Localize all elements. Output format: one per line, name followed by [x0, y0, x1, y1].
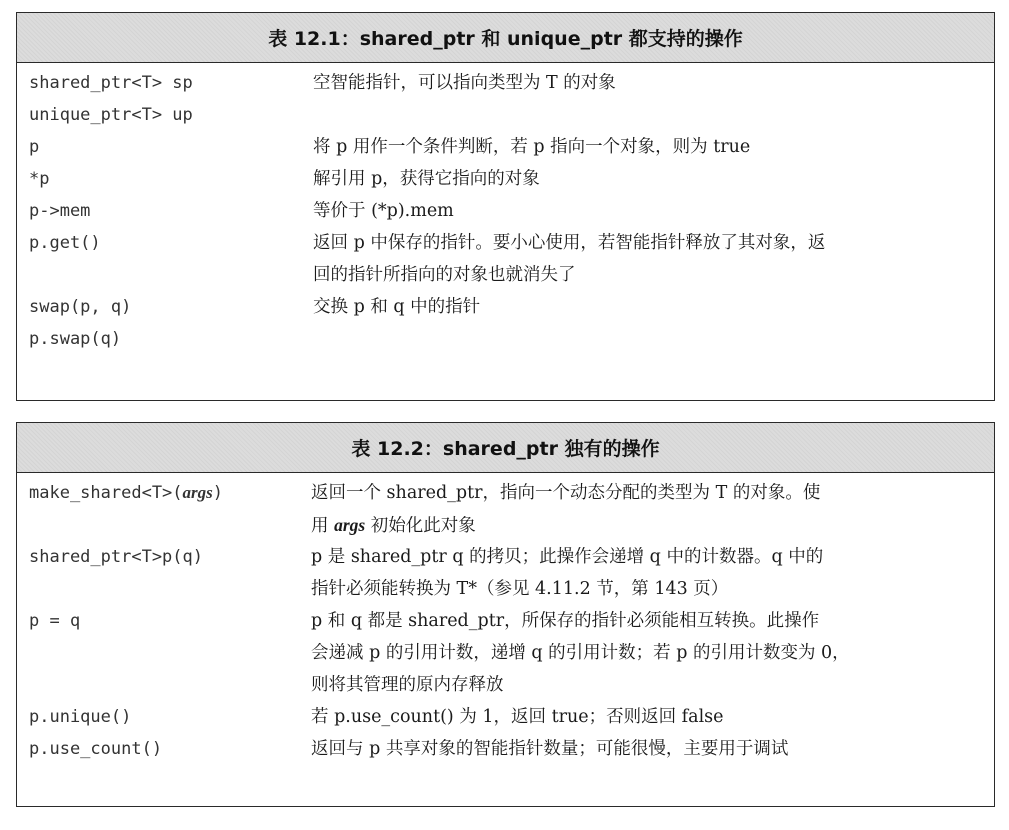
- table-row: [17, 701, 994, 733]
- table-row: [17, 163, 994, 195]
- operation-code: shared_ptr<T> sp: [29, 73, 193, 93]
- operation-description: p 是 shared_ptr q 的拷贝；此操作会递增 q 中的计数器。q 中的: [311, 547, 824, 567]
- table-title: 表 12.2：shared_ptr 独有的操作: [17, 423, 994, 473]
- operation-description: 指针必须能转换为 T*（参见 4.11.2 节，第 143 页）: [311, 579, 729, 599]
- operation-code: p.use_count(): [29, 739, 163, 759]
- operation-code: swap(p, q): [29, 297, 132, 317]
- operation-code: p->mem: [29, 201, 91, 221]
- table-row: [17, 291, 994, 355]
- desc-prefix: 用: [311, 516, 335, 536]
- table-12-1: [16, 12, 995, 401]
- operation-description: 交换 p 和 q 中的指针: [313, 297, 481, 317]
- operation-code: p: [29, 137, 40, 157]
- operation-code: p.unique(): [29, 707, 132, 727]
- table-row: [17, 733, 994, 765]
- operation-code: shared_ptr<T>p(q): [29, 547, 203, 567]
- operation-code: *p: [29, 169, 50, 189]
- table-row: [17, 67, 994, 131]
- code-arg: args: [182, 483, 213, 502]
- operation-description: 返回 p 中保存的指针。要小心使用，若智能指针释放了其对象，返: [313, 233, 826, 253]
- code-suffix: ): [212, 483, 224, 503]
- operation-description: 返回一个 shared_ptr，指向一个动态分配的类型为 T 的对象。使: [311, 483, 821, 503]
- operation-description: 回的指针所指向的对象也就消失了: [313, 265, 576, 285]
- operation-code: p.swap(q): [29, 329, 122, 349]
- table-12-2: [16, 422, 995, 807]
- table-row: [17, 195, 994, 227]
- operation-description: p 和 q 都是 shared_ptr，所保存的指针必须能相互转换。此操作: [311, 611, 820, 631]
- table-title: 表 12.1：shared_ptr 和 unique_ptr 都支持的操作: [17, 13, 994, 63]
- table-row: [17, 541, 994, 605]
- operation-code: p = q: [29, 611, 81, 631]
- operation-description: 空智能指针，可以指向类型为 T 的对象: [313, 73, 616, 93]
- operation-description: 等价于 (*p).mem: [313, 201, 454, 221]
- code-prefix: make_shared<T>(: [29, 483, 183, 503]
- desc-suffix: 初始化此对象: [365, 516, 476, 536]
- operation-description: 会递减 p 的引用计数，递增 q 的引用计数；若 p 的引用计数变为 0，: [311, 643, 850, 663]
- operation-description: 返回与 p 共享对象的智能指针数量；可能很慢，主要用于调试: [311, 739, 789, 759]
- operation-description: 则将其管理的原内存释放: [311, 675, 504, 695]
- operation-code: [29, 477, 311, 509]
- operation-description: [311, 509, 982, 541]
- operation-description: 将 p 用作一个条件判断，若 p 指向一个对象，则为 true: [313, 137, 751, 157]
- operation-description: 若 p.use_count() 为 1，返回 true；否则返回 false: [311, 707, 724, 727]
- table-row: [17, 131, 994, 163]
- operation-code: p.get(): [29, 233, 101, 253]
- desc-arg: args: [334, 515, 366, 535]
- operation-code: unique_ptr<T> up: [29, 105, 193, 125]
- operation-description: 解引用 p，获得它指向的对象: [313, 169, 540, 189]
- table-row: [17, 477, 994, 541]
- table-row: [17, 227, 994, 291]
- table-row: [17, 605, 994, 701]
